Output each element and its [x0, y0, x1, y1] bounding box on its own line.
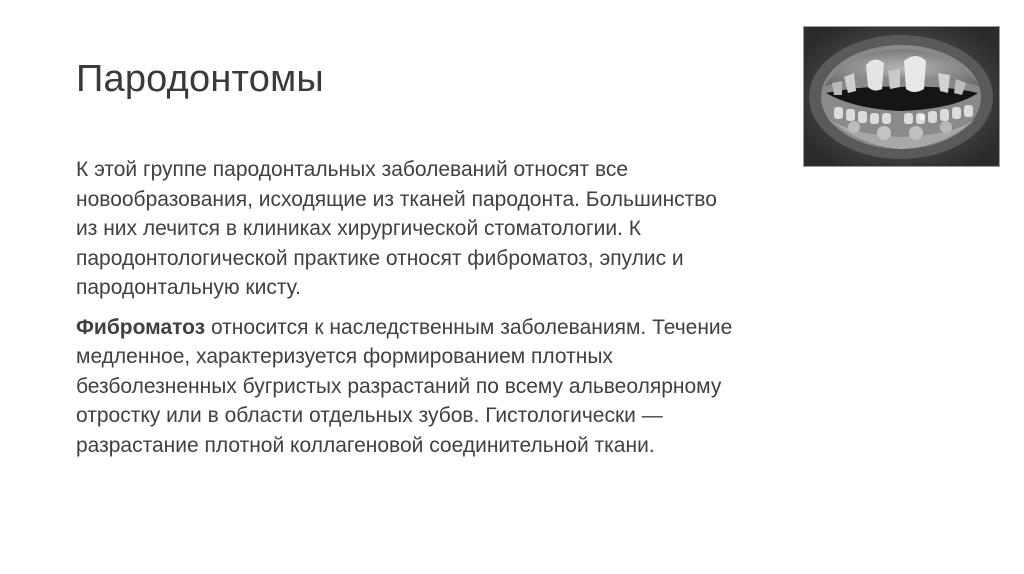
text-line: К этой группе пародонтальных заболеваний относят все [76, 158, 629, 181]
fibromatosis-term: Фиброматоз [76, 315, 206, 339]
slide-title: Пародонтомы [76, 58, 324, 100]
text-line: новообразования, исходящие из тканей пародонта. Большинство [76, 187, 717, 211]
intro-paragraph [76, 155, 946, 303]
clinical-photo [803, 26, 1000, 167]
text-line: пародонтальную кисту. [76, 276, 301, 299]
text-line: отростку или в области отдельных зубов. Гистологически — [76, 404, 663, 427]
text-line: медленное, характеризуется формированием плотных [76, 345, 613, 368]
slide-body [76, 155, 946, 460]
text-line: безболезненных бугристых разрастаний по всему альвеолярному [76, 374, 722, 398]
mouth-photo-illustration [804, 27, 999, 166]
text-line: пародонтологической практике относят фиброматоз, эпулис и [76, 246, 684, 270]
text-line: относится к наследственным заболеваниям. Течение [205, 315, 733, 339]
text-line: из них лечится в клиниках хирургической стоматологии. К [76, 217, 642, 240]
text-line: разрастание плотной коллагеновой соединительной ткани. [76, 433, 655, 457]
fibromatosis-paragraph [76, 313, 946, 461]
